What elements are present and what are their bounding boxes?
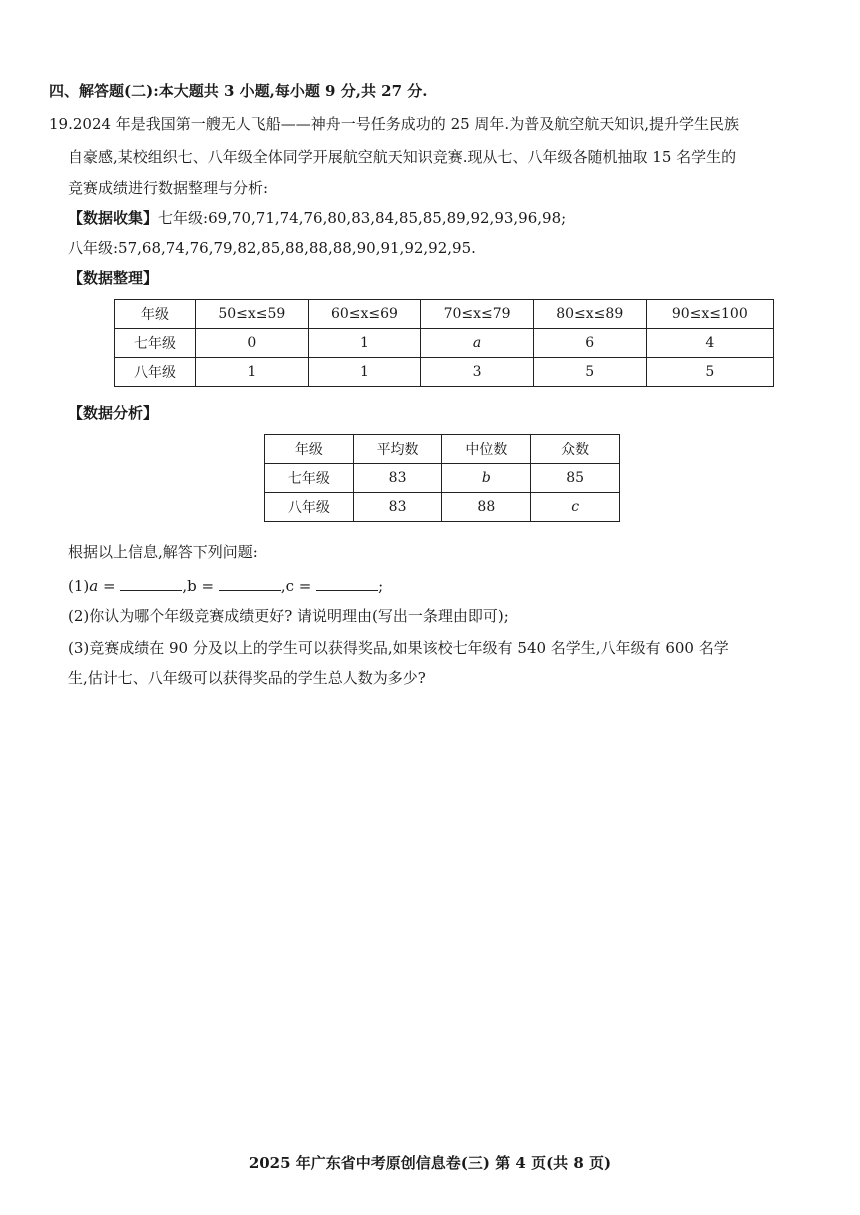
answer-blank-b[interactable] xyxy=(219,574,281,591)
grade7-scores: 七年级:69,70,71,74,76,80,83,84,85,85,89,92,93,96,98; xyxy=(158,209,567,227)
data-collection-label: 【数据收集】 xyxy=(68,209,159,227)
statistics-table-header-cell: 中位数 xyxy=(442,435,531,464)
frequency-table-row xyxy=(115,329,774,358)
frequency-table-header-cell: 90≤x≤100 xyxy=(646,300,773,329)
data-organize-label: 【数据整理】 xyxy=(68,269,159,287)
statistics-table-header-cell: 年级 xyxy=(265,435,354,464)
statistics-table xyxy=(264,434,620,522)
question-19-intro-line2: 自豪感,某校组织七、八年级全体同学开展航空航天知识竞赛.现从七、八年级各随机抽取 15 名学生的 xyxy=(68,148,737,166)
question-3-line1: (3)竞赛成绩在 90 分及以上的学生可以获得奖品,如果该校七年级有 540 名学生,八年级有 600 名学 xyxy=(68,639,729,657)
frequency-table-header-cell: 80≤x≤89 xyxy=(533,300,646,329)
frequency-table-cell: 5 xyxy=(533,358,646,387)
frequency-table-header-cell: 年级 xyxy=(115,300,196,329)
answer-blank-c[interactable] xyxy=(316,574,378,591)
frequency-table-header-cell: 60≤x≤69 xyxy=(308,300,421,329)
frequency-table-header-row xyxy=(115,300,774,329)
statistics-table-header-row xyxy=(265,435,620,464)
frequency-table-cell: 1 xyxy=(308,329,421,358)
page-footer: 2025 年广东省中考原创信息卷(三) 第 4 页(共 8 页) xyxy=(248,1154,612,1172)
question-1-prefix: (1) xyxy=(68,577,90,595)
question-number: 19. xyxy=(49,115,73,133)
statistics-table-cell: 83 xyxy=(353,493,442,522)
statistics-table-row xyxy=(265,493,620,522)
question-1-a-label: a = xyxy=(89,577,116,595)
frequency-table-cell: 1 xyxy=(196,358,309,387)
data-collection-grade7 xyxy=(68,208,566,228)
question-1-end: ; xyxy=(378,577,384,595)
statistics-table-cell: c xyxy=(531,493,620,522)
statistics-table-cell: 88 xyxy=(442,493,531,522)
section-heading: 四、解答题(二):本大题共 3 小题,每小题 9 分,共 27 分. xyxy=(49,82,428,100)
question-3-line2: 生,估计七、八年级可以获得奖品的学生总人数为多少? xyxy=(68,669,426,687)
statistics-table-cell: 85 xyxy=(531,464,620,493)
answer-blank-a[interactable] xyxy=(120,574,182,591)
question-1 xyxy=(68,574,383,596)
questions-prompt: 根据以上信息,解答下列问题: xyxy=(68,543,258,561)
frequency-table-header-cell: 70≤x≤79 xyxy=(421,300,534,329)
data-analysis-label: 【数据分析】 xyxy=(68,404,159,422)
statistics-table-header-cell: 众数 xyxy=(531,435,620,464)
statistics-table-cell: 83 xyxy=(353,464,442,493)
frequency-table xyxy=(114,299,774,387)
frequency-table-cell: 1 xyxy=(308,358,421,387)
frequency-table-cell: 0 xyxy=(196,329,309,358)
frequency-table-cell: 3 xyxy=(421,358,534,387)
frequency-table-cell: 4 xyxy=(646,329,773,358)
question-1-c-label: ,c = xyxy=(280,577,312,595)
frequency-table-cell: 6 xyxy=(533,329,646,358)
question-1-b-label: ,b = xyxy=(182,577,215,595)
question-2: (2)你认为哪个年级竞赛成绩更好? 请说明理由(写出一条理由即可); xyxy=(68,607,509,625)
frequency-table-cell: 八年级 xyxy=(115,358,196,387)
grade8-scores: 八年级:57,68,74,76,79,82,85,88,88,88,90,91,92,92,95. xyxy=(68,239,476,257)
statistics-table-cell: 八年级 xyxy=(265,493,354,522)
statistics-table-header-cell: 平均数 xyxy=(353,435,442,464)
question-19-intro-line1 xyxy=(49,114,739,134)
question-19-intro-line3: 竞赛成绩进行数据整理与分析: xyxy=(68,179,269,197)
statistics-table-row xyxy=(265,464,620,493)
frequency-table-cell: a xyxy=(421,329,534,358)
frequency-table-header-cell: 50≤x≤59 xyxy=(196,300,309,329)
statistics-table-cell: b xyxy=(442,464,531,493)
question-intro-text: 2024 年是我国第一艘无人飞船——神舟一号任务成功的 25 周年.为普及航空航天知识,提升学生民族 xyxy=(72,115,739,133)
frequency-table-cell: 5 xyxy=(646,358,773,387)
frequency-table-row xyxy=(115,358,774,387)
statistics-table-cell: 七年级 xyxy=(265,464,354,493)
frequency-table-cell: 七年级 xyxy=(115,329,196,358)
